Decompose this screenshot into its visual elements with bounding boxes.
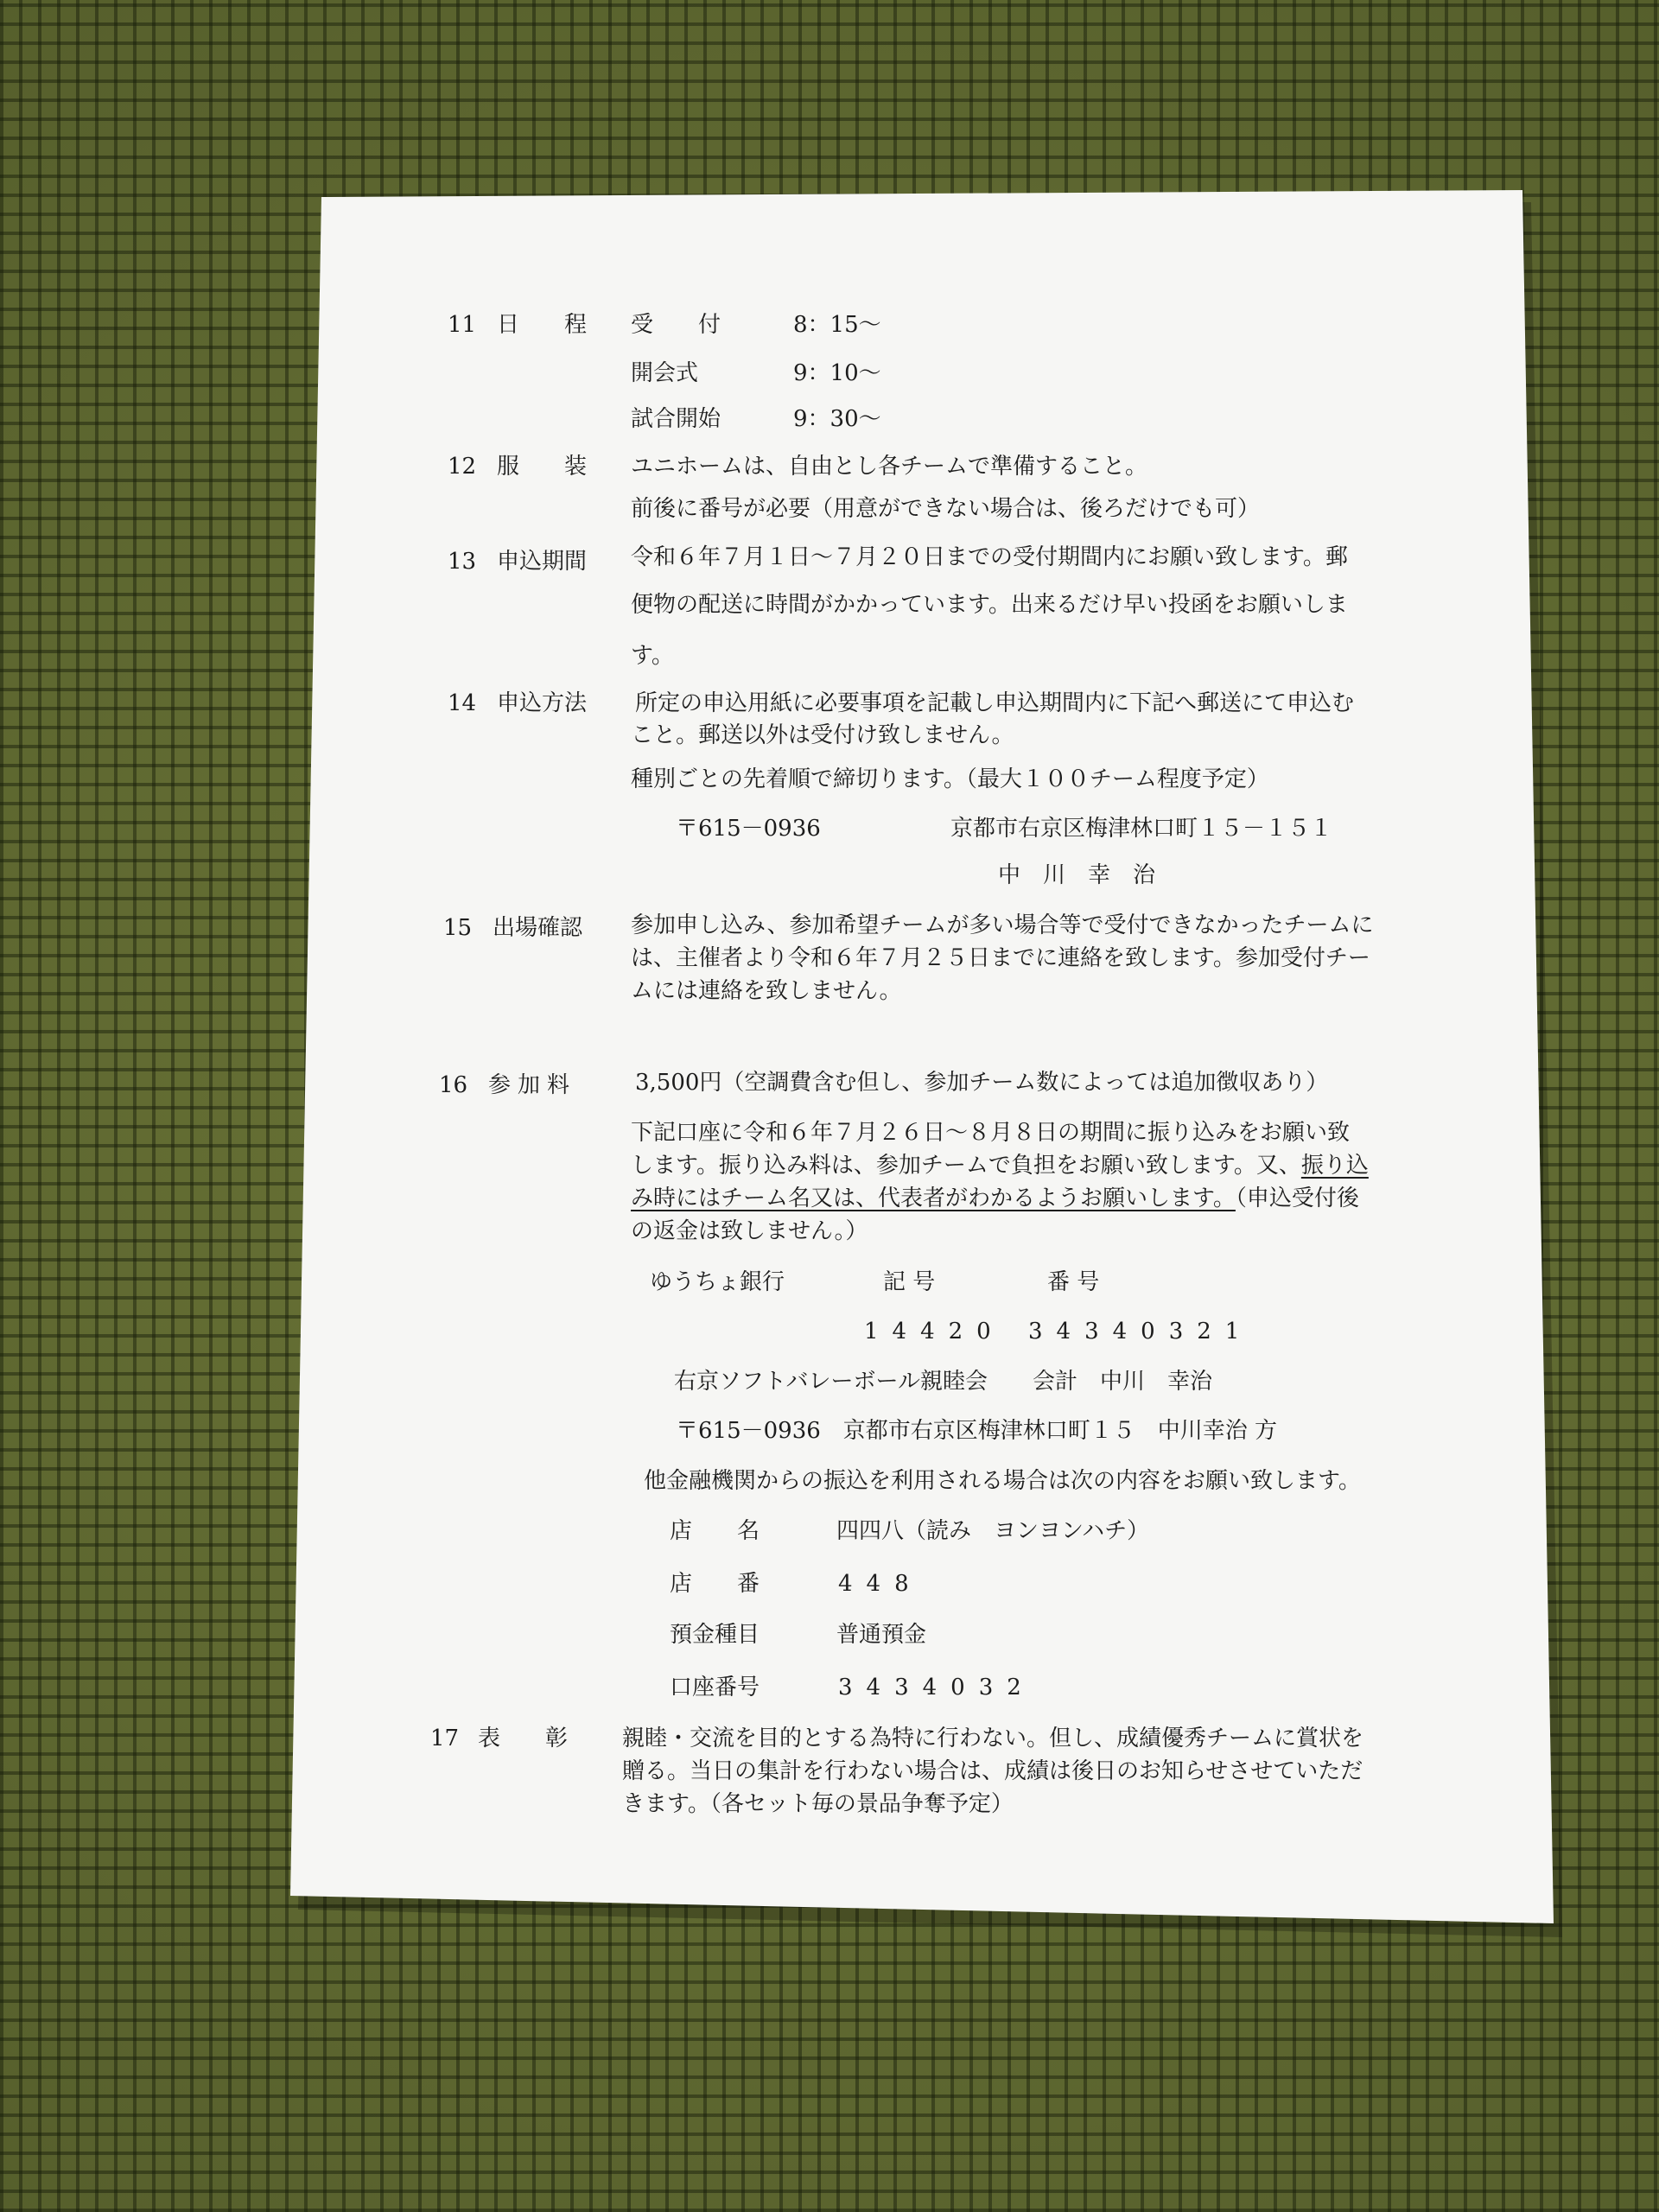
section-heading: 服 装 [497, 454, 588, 480]
detail-value: 448 [838, 1571, 923, 1597]
body-line [631, 1187, 1359, 1210]
bank-name: ゆうちょ銀行 [650, 1269, 785, 1295]
section-heading: 申込方法 [497, 690, 588, 716]
body-line: ユニホームは、自由とし各チームで準備すること。 [631, 454, 1148, 480]
underlined-text: 振り込 [1300, 1153, 1369, 1179]
schedule-label: 開会式 [631, 360, 699, 386]
section-heading: 出場確認 [493, 915, 583, 941]
detail-value: 普通預金 [836, 1622, 927, 1648]
section-number: 17 [430, 1726, 460, 1751]
detail-label: 預金種目 [670, 1622, 760, 1648]
body-line: 令和６年７月１日～７月２０日までの受付期間内にお願い致します。郵 [631, 544, 1348, 570]
mailing-address: 京都市右京区梅津林口町１５－１５１ [950, 816, 1333, 842]
body-line: きます。（各セット毎の景品争奪予定） [622, 1791, 1014, 1817]
symbol-label: 記 号 [883, 1269, 936, 1295]
detail-value: 四四八（読み ヨンヨンハチ） [836, 1518, 1150, 1544]
body-line: 参加申し込み、参加希望チームが多い場合等で受付できなかったチームに [631, 912, 1374, 938]
other-banks-note: 他金融機関からの振込を利用される場合は次の内容をお願い致します。 [644, 1468, 1361, 1494]
section-heading: 申込期間 [497, 549, 588, 575]
body-line: 下記口座に令和６年７月２６日～８月８日の期間に振り込みをお願い致 [631, 1120, 1351, 1146]
schedule-time: 9：10～ [793, 360, 881, 386]
detail-label: 店 番 [670, 1571, 760, 1597]
schedule-time: 8：15～ [793, 312, 881, 338]
section-heading: 日 程 [497, 312, 588, 338]
body-line: 前後に番号が必要（用意ができない場合は、後ろだけでも可） [631, 496, 1261, 522]
body-line: 贈る。当日の集計を行わない場合は、成績は後日のお知らせさせていただ [622, 1758, 1363, 1784]
section-heading: 参加料 [488, 1072, 577, 1098]
detail-label: 口座番号 [670, 1675, 760, 1700]
holder-address: 〒615－0936 京都市右京区梅津林口町１５ 中川幸治 方 [676, 1418, 1278, 1444]
section-number: 13 [448, 549, 477, 575]
recipient-name: 中 川 幸 治 [998, 862, 1156, 888]
underlined-text: み時にはチーム名又は、代表者がわかるようお願いします。 [631, 1185, 1236, 1211]
body-line: 所定の申込用紙に必要事項を記載し申込期間内に下記へ郵送にて申込む [635, 690, 1355, 716]
symbol-value: 14420 [864, 1319, 1005, 1344]
schedule-label: 試合開始 [631, 406, 721, 432]
body-line: 種別ごとの先着順で締切ります。（最大１００チーム程度予定） [631, 766, 1269, 792]
body-line: の返金は致しません。） [631, 1218, 868, 1244]
body-text: （申込受付後 [1235, 1185, 1359, 1211]
section-number: 15 [443, 915, 473, 941]
account-holder: 右京ソフトバレーボール親睦会 会計 中川 幸治 [674, 1369, 1212, 1395]
section-number: 14 [448, 690, 477, 716]
detail-value: 3434032 [838, 1675, 1035, 1700]
body-line: 親睦・交流を目的とする為特に行わない。但し、成績優秀チームに賞状を [622, 1726, 1364, 1751]
section-number: 16 [439, 1072, 468, 1098]
section-number: 12 [448, 454, 477, 480]
fee-line: 3,500円（空調費含む但し、参加チーム数によっては追加徴収あり） [635, 1070, 1329, 1096]
detail-label: 店 名 [670, 1518, 760, 1544]
schedule-time: 9：30～ [793, 406, 881, 432]
body-line [631, 1154, 1369, 1177]
body-line: ムには連絡を致しません。 [631, 978, 902, 1004]
number-label: 番 号 [1047, 1269, 1100, 1295]
postal-code: 〒615－0936 [676, 816, 821, 842]
body-line: こと。郵送以外は受付け致しません。 [631, 722, 1014, 748]
section-number: 11 [448, 312, 477, 338]
body-line: 便物の配送に時間がかかっています。出来るだけ早い投函をお願いしま [631, 592, 1348, 618]
body-line: は、主催者より令和６年７月２５日までに連絡を致します。参加受付チー [631, 945, 1370, 971]
body-text: します。振り込み料は、参加チームで負担をお願い致します。又、 [631, 1153, 1301, 1179]
body-line: す。 [631, 643, 674, 669]
schedule-label: 受 付 [631, 312, 721, 338]
section-heading: 表 彰 [478, 1726, 569, 1751]
number-value: 34340321 [1028, 1319, 1254, 1344]
